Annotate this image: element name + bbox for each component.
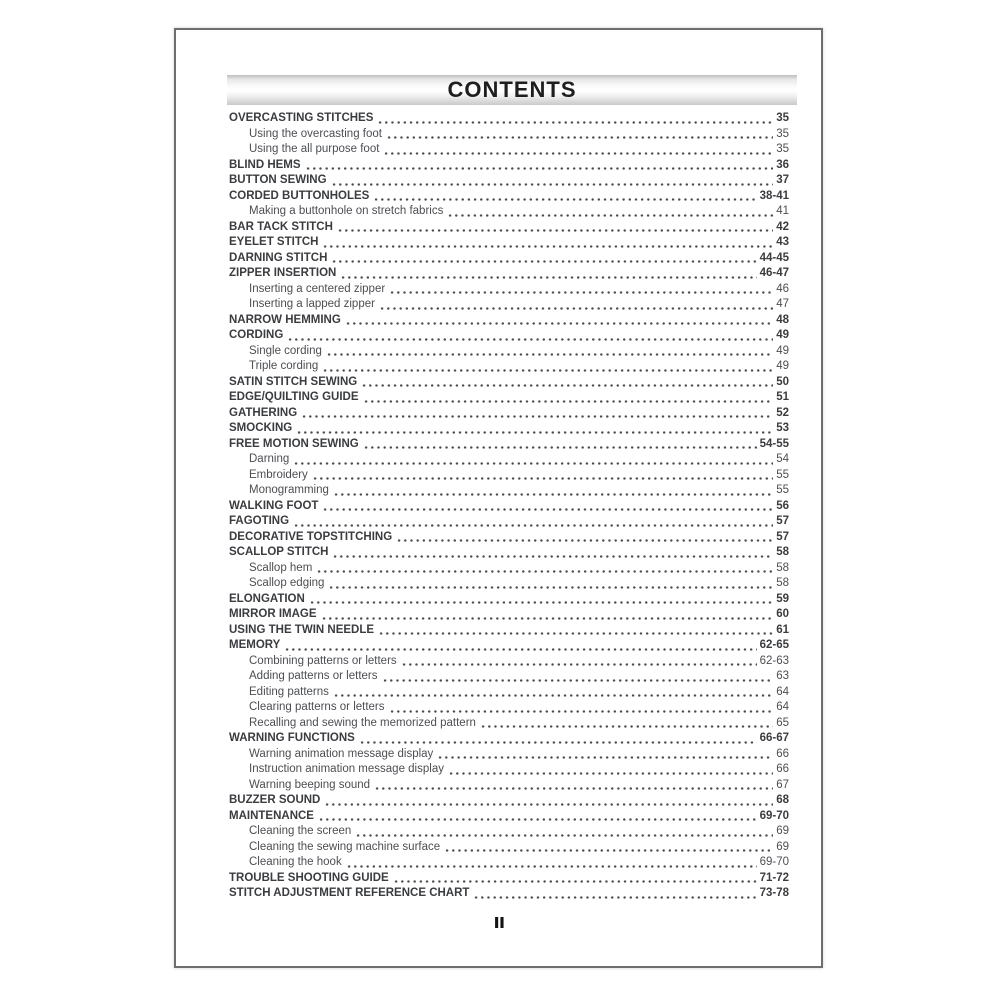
toc-entry-page: 35 [776, 143, 789, 155]
toc-entry-label: Using the overcasting foot [249, 127, 382, 140]
toc-entry-page: 55 [776, 468, 789, 481]
dot-leader [393, 880, 757, 883]
toc-entry-page: 62-65 [759, 639, 789, 651]
toc-entry-page: 48 [776, 313, 789, 326]
toc-entry [229, 282, 789, 298]
toc-entry-page: 58 [776, 546, 789, 558]
toc-entry [229, 685, 789, 701]
dot-leader [389, 710, 774, 713]
toc-entry [229, 499, 789, 515]
toc-entry [229, 359, 789, 375]
dot-leader [293, 462, 773, 465]
toc-entry-label: FAGOTING [229, 515, 290, 527]
toc-entry-page: 60 [776, 608, 789, 620]
toc-entry-page: 49 [776, 329, 789, 341]
dot-leader [331, 260, 756, 263]
toc-entry [229, 406, 789, 422]
dot-leader [309, 601, 773, 604]
toc-entry-page: 66-67 [759, 732, 789, 744]
toc-entry-page: 49 [776, 360, 789, 372]
toc-entry-label: ZIPPER INSERTION [229, 267, 337, 279]
toc-entry [229, 328, 789, 344]
toc-entry-label: Clearing patterns or letters [249, 701, 385, 713]
toc-entry-page: 56 [776, 499, 789, 512]
toc-entry [229, 793, 789, 809]
toc-entry [229, 871, 789, 887]
toc-entry [229, 545, 789, 561]
dot-leader [322, 369, 773, 372]
toc-entry [229, 251, 789, 267]
toc-entry-page: 43 [776, 236, 789, 248]
toc-entry-page: 73-78 [759, 887, 789, 899]
toc-entry [229, 158, 789, 174]
toc-entry [229, 607, 789, 623]
dot-leader [382, 679, 774, 682]
toc-entry [229, 514, 789, 530]
toc-entry-label: WALKING FOOT [229, 499, 319, 512]
toc-entry [229, 375, 789, 391]
toc-entry-label: Warning animation message display [249, 747, 434, 760]
toc-entry [229, 452, 789, 468]
toc-entry-label: SMOCKING [229, 422, 293, 434]
toc-entry [229, 840, 789, 856]
dot-leader [363, 446, 757, 449]
dot-leader [296, 431, 773, 434]
toc-entry-label: TROUBLE SHOOTING GUIDE [229, 871, 389, 884]
dot-leader [337, 229, 773, 232]
toc-entry-label: WARNING FUNCTIONS [229, 732, 355, 744]
toc-entry [229, 716, 789, 732]
toc-entry-page: 64 [776, 685, 789, 698]
toc-entry-label: MEMORY [229, 639, 281, 651]
dot-leader [444, 849, 773, 852]
toc-entry-label: Adding patterns or letters [249, 670, 378, 682]
toc-entry-page: 66 [776, 747, 789, 760]
toc-entry-label: ELONGATION [229, 592, 305, 605]
toc-entry [229, 700, 789, 716]
toc-entry-label: Cleaning the screen [249, 825, 352, 837]
toc-entry [229, 111, 789, 127]
dot-leader [316, 570, 773, 573]
dot-leader [326, 353, 773, 356]
dot-leader [331, 183, 774, 186]
dot-leader [359, 741, 757, 744]
toc-entry-label: Using the all purpose foot [249, 143, 380, 155]
toc-entry-label: CORDING [229, 329, 284, 341]
toc-entry-page: 61 [776, 623, 789, 636]
toc-entry-label: DECORATIVE TOPSTITCHING [229, 530, 393, 543]
dot-leader [447, 214, 773, 217]
toc-entry-page: 51 [776, 391, 789, 403]
dot-leader [345, 322, 773, 325]
dot-leader [328, 586, 773, 589]
dot-leader [480, 725, 773, 728]
toc-entry-label: Monogramming [249, 484, 329, 496]
toc-entry [229, 561, 789, 577]
manual-contents-page [174, 28, 823, 968]
toc-entry [229, 592, 789, 608]
toc-entry [229, 762, 789, 778]
toc-entry-page: 53 [776, 422, 789, 434]
toc-entry-page: 37 [776, 174, 789, 186]
dot-leader [373, 198, 756, 201]
toc-entry-label: Single cording [249, 344, 322, 357]
toc-entry-page: 54 [776, 453, 789, 465]
toc-entry-page: 41 [776, 205, 789, 217]
toc-entry-label: BUZZER SOUND [229, 794, 321, 806]
toc-entry [229, 824, 789, 840]
toc-entry [229, 654, 789, 670]
contents-header-bar [227, 75, 797, 105]
dot-leader [355, 834, 773, 837]
page-number-footer [176, 915, 821, 933]
toc-entry-page: 69 [776, 840, 789, 853]
dot-leader [287, 338, 773, 341]
toc-entry-page: 47 [776, 298, 789, 310]
toc-entry [229, 623, 789, 639]
toc-entry-page: 62-63 [759, 654, 789, 667]
toc-entry-page: 38-41 [759, 189, 789, 202]
dot-leader [322, 245, 773, 248]
toc-entry-label: MIRROR IMAGE [229, 608, 317, 620]
toc-entry [229, 576, 789, 592]
dot-leader [318, 818, 757, 821]
toc-entry-label: GATHERING [229, 406, 298, 419]
toc-entry [229, 297, 789, 313]
dot-leader [377, 121, 773, 124]
toc-entry-page: 44-45 [759, 251, 789, 264]
toc-entry-page: 36 [776, 158, 789, 171]
toc-entry-label: Scallop hem [249, 561, 313, 574]
toc-entry-page: 69-70 [759, 856, 789, 868]
dot-leader [340, 276, 756, 279]
toc-entry [229, 235, 789, 251]
toc-entry-page: 50 [776, 375, 789, 388]
toc-entry [229, 189, 789, 205]
toc-entry-page: 57 [776, 530, 789, 543]
dot-leader [332, 555, 773, 558]
toc-entry-label: CORDED BUTTONHOLES [229, 189, 370, 202]
toc-entry-page: 58 [776, 577, 789, 589]
toc-entry-label: MAINTENANCE [229, 809, 314, 822]
toc-entry-label: Inserting a lapped zipper [249, 298, 375, 310]
toc-entry-page: 54-55 [759, 437, 789, 450]
toc-entry [229, 483, 789, 499]
toc-entry-page: 52 [776, 406, 789, 419]
dot-leader [386, 136, 773, 139]
toc-entry-page: 46-47 [759, 267, 789, 279]
toc-entry-label: Recalling and sewing the memorized pattern [249, 716, 476, 729]
toc-entry-page: 55 [776, 484, 789, 496]
dot-leader [333, 493, 773, 496]
toc-entry-label: STITCH ADJUSTMENT REFERENCE CHART [229, 887, 470, 899]
toc-entry [229, 313, 789, 329]
toc-entry [229, 886, 789, 902]
dot-leader [401, 663, 757, 666]
toc-entry-page: 57 [776, 515, 789, 527]
dot-leader [379, 307, 773, 310]
toc-entry-label: EDGE/QUILTING GUIDE [229, 391, 359, 403]
toc-entry-label: Scallop edging [249, 577, 325, 589]
toc-entry-page: 63 [776, 670, 789, 682]
toc-entry-label: Inserting a centered zipper [249, 282, 386, 295]
toc-entry-page: 67 [776, 778, 789, 791]
toc-entry-page: 69-70 [759, 809, 789, 822]
dot-leader [383, 152, 773, 155]
dot-leader [301, 415, 773, 418]
toc-entry [229, 638, 789, 654]
toc-entry-label: EYELET STITCH [229, 236, 319, 248]
toc-entry-page: 64 [776, 701, 789, 713]
toc-entry-page: 46 [776, 282, 789, 295]
toc-entry-label: Cleaning the hook [249, 856, 342, 868]
toc-entry-label: OVERCASTING STITCHES [229, 112, 374, 124]
toc-entry [229, 778, 789, 794]
toc-entry-label: Instruction animation message display [249, 763, 444, 775]
dot-leader [363, 400, 774, 403]
toc-entry [229, 809, 789, 825]
dot-leader [448, 772, 773, 775]
toc-entry [229, 437, 789, 453]
dot-leader [473, 896, 756, 899]
toc-entry-page: 49 [776, 344, 789, 357]
toc-entry-label: BLIND HEMS [229, 158, 301, 171]
toc-entry [229, 468, 789, 484]
toc-entry [229, 142, 789, 158]
page-number-mark: II [493, 915, 504, 932]
toc-list [229, 111, 789, 902]
dot-leader [346, 865, 757, 868]
toc-entry [229, 731, 789, 747]
toc-entry-page: 69 [776, 825, 789, 837]
toc-entry-label: Combining patterns or letters [249, 654, 397, 667]
dot-leader [437, 756, 773, 759]
toc-entry-page: 65 [776, 716, 789, 729]
dot-leader [284, 648, 756, 651]
dot-leader [361, 384, 773, 387]
dot-leader [378, 632, 773, 635]
toc-entry [229, 390, 789, 406]
dot-leader [333, 694, 773, 697]
toc-entry [229, 344, 789, 360]
dot-leader [324, 803, 773, 806]
toc-entry-page: 42 [776, 220, 789, 233]
toc-entry-page: 58 [776, 561, 789, 574]
toc-entry-label: USING THE TWIN NEEDLE [229, 623, 375, 636]
toc-entry [229, 220, 789, 236]
toc-entry-page: 66 [776, 763, 789, 775]
toc-entry-page: 35 [776, 127, 789, 140]
dot-leader [321, 617, 774, 620]
toc-entry-page: 71-72 [759, 871, 789, 884]
dot-leader [396, 539, 773, 542]
toc-entry-label: Darning [249, 453, 290, 465]
page-title: CONTENTS [447, 77, 577, 102]
toc-entry [229, 204, 789, 220]
toc-entry-label: Triple cording [249, 360, 319, 372]
toc-entry-label: SCALLOP STITCH [229, 546, 329, 558]
toc-entry [229, 855, 789, 871]
toc-entry-label: BUTTON SEWING [229, 174, 327, 186]
dot-leader [322, 508, 773, 511]
toc-entry [229, 669, 789, 685]
toc-entry-page: 35 [776, 112, 789, 124]
toc-entry-label: Editing patterns [249, 685, 329, 698]
toc-entry-label: SATIN STITCH SEWING [229, 375, 358, 388]
dot-leader [389, 291, 773, 294]
dot-leader [293, 524, 773, 527]
toc-entry-label: Cleaning the sewing machine surface [249, 840, 441, 853]
dot-leader [374, 787, 773, 790]
toc-entry-label: Warning beeping sound [249, 778, 371, 791]
toc-entry [229, 747, 789, 763]
toc-entry-label: DARNING STITCH [229, 251, 328, 264]
toc-entry [229, 530, 789, 546]
toc-entry-label: BAR TACK STITCH [229, 220, 333, 233]
toc-entry-label: NARROW HEMMING [229, 313, 341, 326]
dot-leader [312, 477, 773, 480]
dot-leader [305, 167, 774, 170]
toc-entry-page: 59 [776, 592, 789, 605]
toc-entry [229, 173, 789, 189]
toc-entry-label: Embroidery [249, 468, 308, 481]
toc-entry [229, 421, 789, 437]
toc-entry [229, 266, 789, 282]
toc-entry-label: FREE MOTION SEWING [229, 437, 359, 450]
toc-entry [229, 127, 789, 143]
toc-entry-label: Making a buttonhole on stretch fabrics [249, 205, 444, 217]
toc-entry-page: 68 [776, 794, 789, 806]
